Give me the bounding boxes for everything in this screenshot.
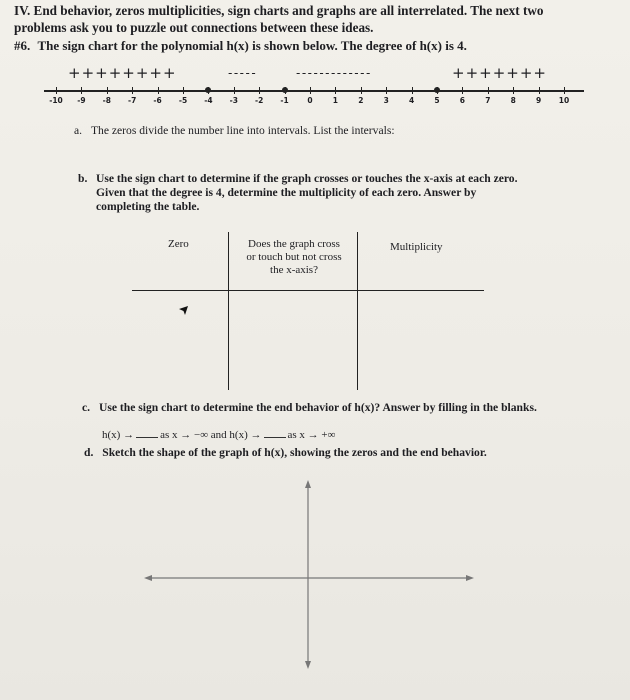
section-heading-cont: problems ask you to puzzle out connections between these ideas. [14, 20, 374, 35]
question-number: #6. [14, 38, 31, 53]
number-line-axis [44, 90, 584, 92]
number-line-tick [462, 87, 463, 94]
blank-right-end[interactable] [264, 427, 286, 438]
number-line-tick [361, 87, 362, 94]
part-a-text: The zeros divide the number line into intervals. List the intervals: [90, 124, 395, 137]
part-c-label: c. [82, 401, 91, 414]
part-b-line1: Use the sign chart to determine if the graph crosses or touches the x-axis at each zero. [96, 172, 518, 185]
number-line-tick [488, 87, 489, 94]
number-line-tick [56, 87, 57, 94]
part-a-label: a. [74, 124, 83, 137]
sign-chart-left-positive: ++++++++ [68, 64, 177, 82]
arrow-down-icon [305, 661, 311, 669]
part-b-line2: Given that the degree is 4, determine the multiplicity of each zero. Answer by [96, 186, 477, 199]
arrow-right-icon [466, 575, 474, 581]
section-heading: IV. End behavior, zeros multiplicities, sign charts and graphs are all interrelated. The next two [14, 3, 544, 18]
number-line-tick-label: -5 [178, 96, 188, 105]
arrow-up-icon [305, 480, 311, 488]
number-line-tick-label: -1 [280, 96, 289, 105]
table-header-cross-line1: Does the graph cross [248, 238, 340, 250]
number-line-tick [386, 87, 387, 94]
sign-chart-middle-negative-a: ----- [228, 66, 258, 80]
question-6 [14, 38, 467, 54]
number-line-tick-label: 1 [332, 96, 338, 105]
zero-point-marker [434, 87, 440, 93]
table-header-cross-line3: the x-axis? [270, 264, 318, 276]
zero-point-marker [205, 87, 211, 93]
table-header-cross-line2: or touch but not cross [246, 251, 342, 263]
number-line-tick [259, 87, 260, 94]
number-line-tick-label: 10 [558, 96, 570, 105]
part-b-label: b. [78, 172, 88, 185]
number-line-tick-label: 5 [434, 96, 440, 105]
number-line-tick [183, 87, 184, 94]
zero-point-marker [282, 87, 288, 93]
number-line-tick-label: -6 [153, 96, 162, 105]
fill-as-x-pos-inf: as x → +∞ [287, 429, 336, 441]
sign-chart-right-positive: +++++++ [452, 64, 547, 82]
number-line-tick [132, 87, 133, 94]
table-header-multiplicity: Multiplicity [390, 241, 443, 253]
cursor-arrow-icon [178, 305, 190, 317]
number-line-tick-label: 6 [459, 96, 465, 105]
number-line-tick-label: 2 [358, 96, 364, 105]
number-line-tick [335, 87, 336, 94]
number-line-tick [539, 87, 540, 94]
end-behavior-fill-line [102, 427, 335, 442]
table-header-zero: Zero [168, 238, 189, 250]
number-line-tick-label: -8 [102, 96, 111, 105]
table-col-divider-1 [228, 232, 229, 390]
sign-chart-middle-negative-b: ------------- [296, 66, 372, 80]
number-line-tick-label: -10 [49, 96, 63, 105]
number-line-tick-label: 7 [485, 96, 491, 105]
number-line-tick [310, 87, 311, 94]
number-line-tick-label: 3 [383, 96, 389, 105]
number-line-tick-label: 4 [408, 96, 415, 105]
number-line-tick [158, 87, 159, 94]
number-line-tick [234, 87, 235, 94]
number-line-tick-label: 0 [307, 96, 313, 105]
blank-left-end[interactable] [136, 427, 158, 438]
table-header-cross-touch [236, 238, 352, 277]
number-line-tick-label: 8 [510, 96, 516, 105]
fill-as-x-neg-inf: as x → −∞ and h(x) → [160, 429, 262, 441]
number-line-tick [412, 87, 413, 94]
number-line [44, 90, 584, 114]
number-line-tick [107, 87, 108, 94]
part-d-text: Sketch the shape of the graph of h(x), showing the zeros and the end behavior. [102, 446, 487, 459]
part-c-text: Use the sign chart to determine the end behavior of h(x)? Answer by filling in the blanks. [98, 401, 537, 414]
number-line-tick-label: -2 [255, 96, 264, 105]
part-d [84, 446, 487, 460]
part-d-label: d. [84, 446, 94, 459]
sketch-axes [140, 478, 480, 670]
number-line-tick [81, 87, 82, 94]
table-col-divider-2 [357, 232, 358, 390]
number-line-tick-label: -4 [204, 96, 213, 105]
number-line-tick-label: -9 [77, 96, 86, 105]
part-a [74, 124, 395, 138]
number-line-tick [513, 87, 514, 94]
number-line-tick-label: 9 [535, 96, 542, 105]
part-b-line3: completing the table. [96, 200, 200, 213]
question-text: The sign chart for the polynomial h(x) is shown below. The degree of h(x) is 4. [37, 38, 467, 53]
fill-h-approaches-1: h(x) → [102, 429, 135, 441]
number-line-tick-label: -3 [229, 96, 238, 105]
part-c [82, 401, 537, 415]
arrow-left-icon [144, 575, 152, 581]
number-line-tick [564, 87, 565, 94]
number-line-tick-label: -7 [128, 96, 137, 105]
table-header-rule [132, 290, 484, 291]
